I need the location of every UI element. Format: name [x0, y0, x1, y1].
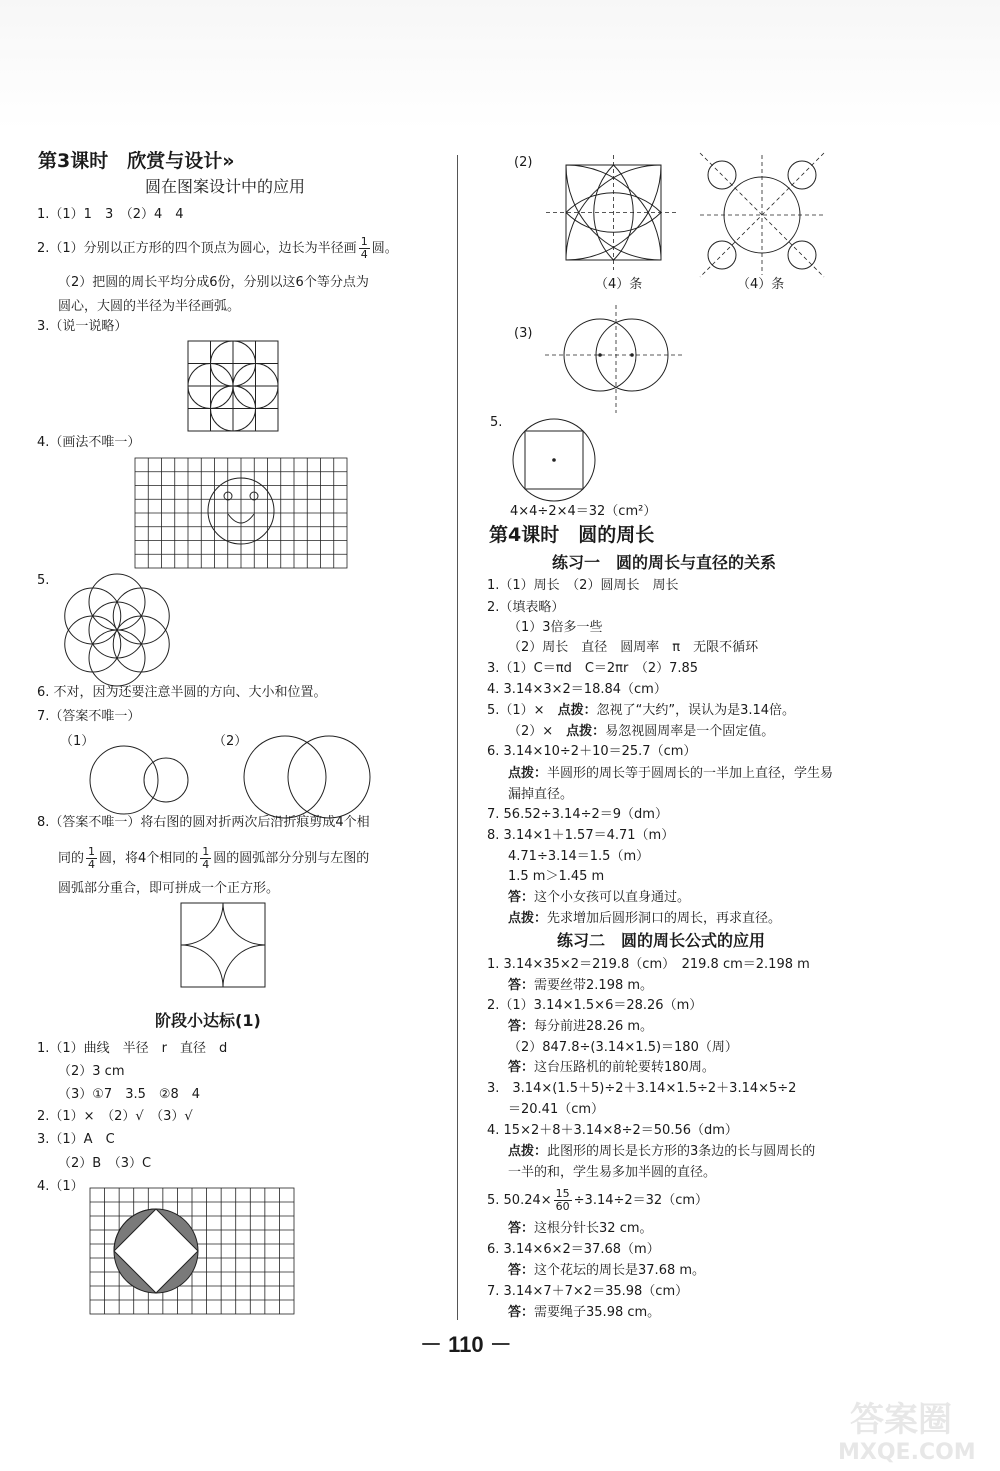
right-q2-label: (2): [514, 155, 533, 170]
ex2-answer-2c: （2）847.8÷(3.14×1.5)＝180（周）: [508, 1040, 738, 1055]
shaded-grid-figure: [90, 1188, 294, 1314]
ex2-answer-5-text: 5. 50.24×: [487, 1193, 552, 1208]
answer-7-label-1: （1）: [60, 734, 95, 749]
grid-petal-figure: [188, 341, 278, 431]
ex1-answer-5a: [487, 702, 795, 720]
column-divider: [457, 155, 458, 1320]
fraction-numerator: 1: [202, 845, 210, 858]
tip-label: 点拨：: [557, 703, 597, 718]
page-number: － 110 －: [420, 1332, 512, 1357]
answer-text: 需要丝带2.198 m。: [534, 978, 654, 993]
tip-label: 点拨：: [566, 724, 606, 739]
lesson4-title: 第4课时 圆的周长: [489, 524, 655, 546]
page-shadow: [0, 0, 1000, 130]
tip-label: 点拨：: [508, 911, 548, 926]
fraction: [200, 846, 211, 871]
tip-label: 点拨：: [508, 1144, 548, 1159]
tip-text: 先求增加后圆形洞口的周长，再求直径。: [547, 911, 782, 926]
answer-label: 答：: [508, 1305, 535, 1320]
answer-text: 需要绳子35.98 cm。: [534, 1305, 661, 1320]
ex1-answer-6-tip2: 漏掉直径。: [508, 787, 574, 802]
answer-2a-end: 圆。: [371, 241, 398, 256]
ex2-answer-6: 6. 3.14×6×2＝37.68（m）: [487, 1242, 660, 1257]
ex1-answer-5a-mark: 5.（1）×: [487, 703, 558, 718]
stage-answer-1b: （2）3 cm: [58, 1064, 125, 1079]
ex2-answer-2: 2.（1）3.14×1.5×6＝28.26（m）: [487, 998, 703, 1013]
right-q5-formula: 4×4÷2×4＝32（cm²）: [510, 504, 657, 519]
answer-text: 每分前进28.26 m。: [534, 1019, 654, 1034]
stage-answer-1: 1.（1）曲线 半径 r 直径 d: [37, 1041, 228, 1056]
fraction-numerator: 15: [555, 1187, 570, 1200]
tip-text: 此图形的周长是长方形的3条边的长与圆周长的: [547, 1144, 816, 1159]
ex2-answer-6b: [508, 1262, 705, 1280]
lesson3-subtitle: 圆在图案设计中的应用: [145, 177, 306, 196]
answer-text: 这根分针长32 cm。: [534, 1221, 653, 1236]
answer-label: 答：: [508, 890, 535, 905]
ex1-answer-8d: [508, 889, 690, 907]
ex1-answer-6: 6. 3.14×10÷2＋10＝25.7（cm）: [487, 744, 697, 759]
right-q5-label: 5.: [490, 415, 503, 430]
answer-8-line3: 圆弧部分重合，即可拼成一个正方形。: [58, 881, 280, 896]
answer-label: 答：: [508, 1019, 535, 1034]
ex2-answer-1b: [508, 977, 653, 995]
fraction-numerator: 1: [360, 235, 368, 248]
stage-answer-1c: （3）①7 3.5 ②8 4: [58, 1087, 201, 1102]
fraction: [86, 846, 97, 871]
answer-6: 6. 不对，因为还要注意半圆的方向、大小和位置。: [37, 685, 327, 700]
ex1-answer-2: 2.（填表略）: [487, 600, 565, 615]
answer-1: 1.（1）1 3 （2）4 4: [37, 207, 184, 222]
stage-test-title: 阶段小达标(1): [155, 1011, 261, 1030]
smiley-grid-figure: [135, 458, 347, 568]
lesson3-title: 第3课时 欣赏与设计»: [38, 150, 235, 172]
answer-8-text-b: 圆，将4个相同的: [99, 851, 199, 866]
fraction-denominator: 4: [360, 248, 368, 261]
ex2-answer-3: 3. 3.14×(1.5＋5)÷2＋3.14×1.5÷2＋3.14×5÷2: [487, 1081, 797, 1096]
answer-label: 答：: [508, 1060, 535, 1075]
ex1-answer-5a-tip: 忽视了“大约”，误认为是3.14倍。: [596, 703, 796, 718]
overlapping-circles-2: [243, 735, 373, 819]
ex2-answer-5: [487, 1188, 708, 1213]
overlapping-circles-1: [90, 740, 190, 820]
fraction: [554, 1188, 572, 1213]
ex1-answer-8e: [508, 910, 781, 928]
tip-label: 点拨：: [508, 766, 548, 781]
ex1-answer-7: 7. 56.52÷3.14÷2＝9（dm）: [487, 807, 668, 822]
answer-5: 5.: [37, 573, 50, 588]
ex1-answer-2b: （2）周长 直径 圆周率 π 无限不循环: [508, 640, 759, 655]
ex2-answer-4-tip2: 一半的和，学生易多加半圆的直径。: [508, 1165, 717, 1180]
ex1-answer-1: 1.（1）周长 （2）圆周长 周长: [487, 578, 679, 593]
answer-4: 4.（画法不唯一）: [37, 435, 141, 450]
fraction-numerator: 1: [88, 845, 96, 858]
answer-8-line1: 8.（答案不唯一）将右图的圆对折两次后沿折痕剪成4个相: [37, 815, 370, 830]
ex2-answer-2b: [508, 1018, 653, 1036]
answer-3: 3.（说一说略）: [37, 319, 128, 334]
stage-answer-3b: （2）B （3）C: [58, 1156, 152, 1171]
answer-label: 答：: [508, 1263, 535, 1278]
right-q3-label: (3): [514, 326, 533, 341]
answer-label: 答：: [508, 1221, 535, 1236]
answer-text: 这个小女孩可以直身通过。: [534, 890, 691, 905]
watermark-url: MXQE.COM: [838, 1440, 976, 1465]
ex1-answer-8: 8. 3.14×1＋1.57＝4.71（m）: [487, 828, 675, 843]
fraction: [359, 236, 370, 261]
ex2-answer-5b: [508, 1220, 653, 1238]
answer-2b-line1: （2）把圆的周长平均分成6份，分别以这6个等分点为: [58, 275, 369, 290]
ex1-answer-8b: 4.71÷3.14＝1.5（m）: [508, 849, 650, 864]
ex2-answer-5-end: ÷3.14÷2＝32（cm）: [573, 1193, 709, 1208]
stage-answer-3: 3.（1）A C: [37, 1132, 115, 1147]
answer-2b-line2: 圆心，大圆的半径为半径画弧。: [58, 299, 241, 314]
ex2-answer-2d: [508, 1059, 715, 1077]
concave-star-figure: [181, 903, 265, 987]
exercise2-title: 练习二 圆的周长公式的应用: [557, 931, 766, 950]
tip-text: 半圆形的周长等于圆周长的一半加上直径，学生易: [547, 766, 834, 781]
answer-text: 这台压路机的前轮要转180周。: [534, 1060, 715, 1075]
ex2-answer-4-tip: [508, 1143, 815, 1161]
ex1-answer-5b-tip: 易忽视圆周率是一个固定值。: [605, 724, 775, 739]
answer-2a-text: 2.（1）分别以正方形的四个顶点为圆心，边长为半径画: [37, 241, 357, 256]
petal-square-figure: [546, 160, 676, 270]
circle-with-small-circles-figure: [700, 160, 825, 270]
stage-answer-4: 4.（1）: [37, 1179, 84, 1194]
answer-7: 7.（答案不唯一）: [37, 709, 141, 724]
ex1-answer-3: 3.（1）C＝πd C＝2πr （2）7.85: [487, 661, 699, 676]
ex1-answer-8c: 1.5 m＞1.45 m: [508, 869, 605, 884]
answer-2a: [37, 236, 398, 261]
flower-circles-figure: [60, 578, 175, 683]
fraction-denominator: 60: [555, 1200, 570, 1213]
ex1-answer-2a: （1）3倍多一些: [508, 620, 603, 635]
ex2-answer-7b: [508, 1304, 660, 1322]
ex1-answer-5b: [508, 723, 774, 741]
answer-8-text-a: 同的: [58, 851, 85, 866]
answer-label: 答：: [508, 978, 535, 993]
axis-count-caption-2: （4）条: [737, 277, 785, 292]
ex2-answer-1: 1. 3.14×35×2＝219.8（cm） 219.8 cm＝2.198 m: [487, 957, 810, 972]
fraction-denominator: 4: [202, 858, 210, 871]
ex2-answer-3b: ＝20.41（cm）: [508, 1102, 605, 1117]
answer-8-line2: [58, 846, 369, 871]
fraction-denominator: 4: [88, 858, 96, 871]
axis-count-caption-1: （4）条: [595, 277, 643, 292]
ex1-answer-6-tip: [508, 765, 833, 783]
ex1-answer-5b-mark: （2）×: [508, 724, 567, 739]
ex2-answer-7: 7. 3.14×7＋7×2＝35.98（cm）: [487, 1284, 689, 1299]
exercise1-title: 练习一 圆的周长与直径的关系: [552, 553, 777, 572]
two-circles-axes-figure: [545, 305, 685, 413]
answer-8-text-c: 圆的圆弧部分分别与左图的: [213, 851, 370, 866]
ex2-answer-4: 4. 15×2＋8＋3.14×8÷2＝50.56（dm）: [487, 1123, 738, 1138]
answer-7-label-2: （2）: [213, 734, 248, 749]
stage-answer-2: 2.（1）× （2）√ （3）√: [37, 1109, 193, 1124]
watermark-logo: 答案圈: [850, 1400, 952, 1440]
ex1-answer-4: 4. 3.14×3×2＝18.84（cm）: [487, 682, 667, 697]
square-in-circle-figure: [512, 418, 596, 502]
answer-text: 这个花坛的周长是37.68 m。: [534, 1263, 706, 1278]
